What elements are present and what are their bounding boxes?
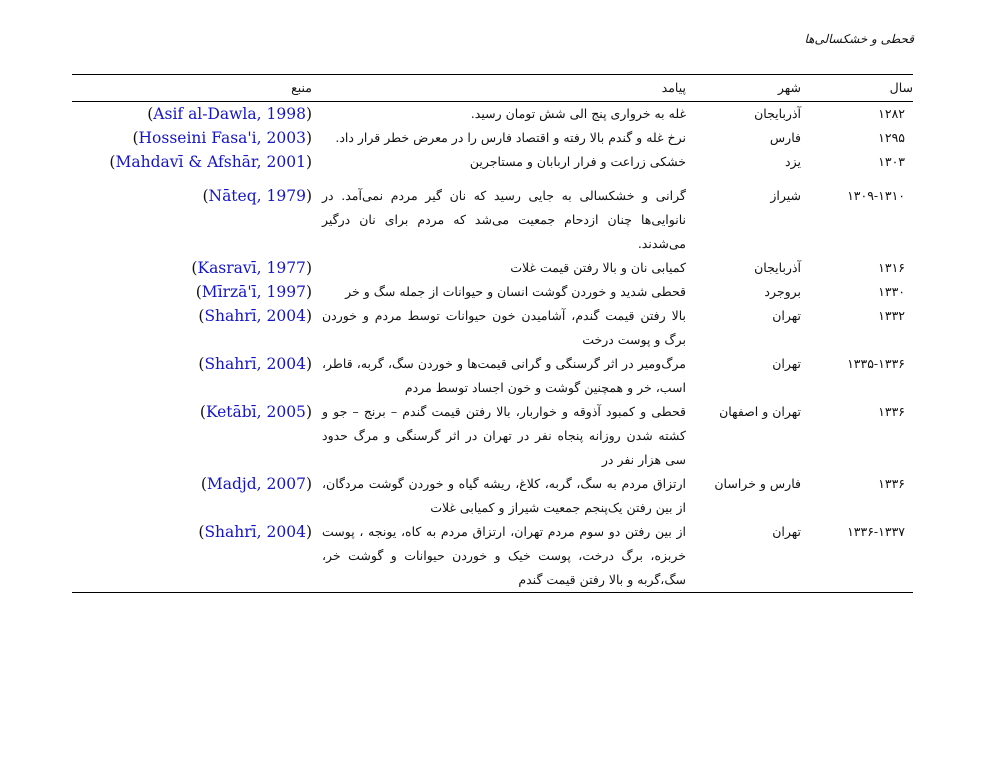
source-citation[interactable]: Kasravī, 1977 xyxy=(197,259,306,277)
table-row xyxy=(72,256,913,280)
cell-city: شیراز xyxy=(770,188,801,203)
source-citation[interactable]: Mahdavī & Afshār, 2001 xyxy=(115,153,306,171)
source-citation[interactable]: Shahrī, 2004 xyxy=(204,523,306,541)
cell-message: قحطی و کمبود آذوقه و خواربار، بالا رفتن قیمت گندم – برنج – جو و کشته شدن روزانه پنجاه نفر در تهران در اثر گرسنگی و مرگ حدود سی هزار نفر در xyxy=(322,404,686,467)
cell-city: فارس xyxy=(769,130,801,145)
cell-source[interactable]: (Shahrī, 2004) xyxy=(198,307,312,325)
cell-city: تهران xyxy=(772,524,801,539)
cell-year: ۱۲۸۲ xyxy=(878,106,905,121)
table-row xyxy=(72,184,913,256)
cell-year: ۱۳۳۶ xyxy=(878,476,905,491)
table-header-row xyxy=(72,75,913,102)
cell-message: از بین رفتن دو سوم مردم تهران، ارتزاق مردم به کاه، یونجه ، پوست خربزه، برگ درخت، پوست خیک و خوردن حیوانات و گوشت خر، سگ،گربه و بالا رفتن قیمت گندم xyxy=(322,524,686,587)
cell-year: ۱۳۱۶ xyxy=(878,260,905,275)
column-header-city: شهر xyxy=(777,80,801,95)
source-citation[interactable]: Asif al-Dawla, 1998 xyxy=(153,105,306,123)
cell-message: مرگ‌ومیر در اثر گرسنگی و گرانی قیمت‌ها و خوردن سگ، گربه، قاطر، اسب، خر و همچنین گوشت و خون اجساد توسط مردم xyxy=(322,356,686,395)
source-citation[interactable]: Nāteq, 1979 xyxy=(208,187,306,205)
cell-message: بالا رفتن قیمت گندم، آشامیدن خون حیوانات توسط مردم و خوردن برگ و پوست درخت xyxy=(322,308,686,347)
cell-year: ۱۳۰۹-۱۳۱۰ xyxy=(847,188,905,203)
cell-city: تهران xyxy=(772,356,801,371)
table-row xyxy=(72,400,913,472)
source-citation[interactable]: Shahrī, 2004 xyxy=(204,307,306,325)
cell-year: ۱۳۰۳ xyxy=(878,154,905,169)
cell-message: گرانی و خشکسالی به جایی رسید که نان گیر مردم نمی‌آمد. در نانوایی‌ها چنان ازدحام جمعیت می‌شد که مردم برای نان درگیر می‌شدند. xyxy=(322,188,686,251)
table-row xyxy=(72,304,913,352)
cell-source[interactable]: (Hosseini Fasa'i, 2003) xyxy=(132,129,312,147)
table-row xyxy=(72,126,913,150)
cell-source[interactable]: (Shahrī, 2004) xyxy=(198,523,312,541)
cell-source[interactable]: (Kasravī, 1977) xyxy=(191,259,312,277)
cell-message: نرخ غله و گندم بالا رفته و اقتصاد فارس را در معرض خطر قرار داد. xyxy=(335,130,686,145)
cell-year: ۱۳۳۵-۱۳۳۶ xyxy=(847,356,905,371)
cell-year: ۱۳۳۶ xyxy=(878,404,905,419)
source-citation[interactable]: Mīrzā'ī, 1997 xyxy=(201,283,306,301)
famine-table-container xyxy=(72,74,913,593)
row-spacer xyxy=(72,174,913,184)
cell-year: ۱۳۳۲ xyxy=(878,308,905,323)
column-header-message: پیامد xyxy=(661,80,686,95)
cell-year: ۱۳۳۰ xyxy=(878,284,905,299)
table-row xyxy=(72,352,913,400)
cell-message: ارتزاق مردم به سگ، گربه، کلاغ، ریشه گیاه و خوردن گوشت مردگان، از بین رفتن یک‌پنجم جمعیت شیراز و کمیابی غلات xyxy=(322,476,686,515)
cell-message: غله به خرواری پنج الی شش تومان رسید. xyxy=(470,106,686,121)
famine-table xyxy=(72,74,913,593)
cell-message: خشکی زراعت و فرار اربابان و مستاجرین xyxy=(469,154,686,169)
column-header-source: منبع xyxy=(291,80,312,95)
cell-message: قحطی شدید و خوردن گوشت انسان و حیوانات از جمله سگ و خر xyxy=(345,284,686,299)
column-header-year: سال xyxy=(889,80,913,95)
cell-year: ۱۲۹۵ xyxy=(878,130,905,145)
source-citation[interactable]: Shahrī, 2004 xyxy=(204,355,306,373)
table-row xyxy=(72,150,913,174)
cell-source[interactable]: (Nāteq, 1979) xyxy=(202,187,312,205)
table-row xyxy=(72,280,913,304)
cell-city: تهران و اصفهان xyxy=(719,404,801,419)
running-header: قحطی و خشکسالی‌ها xyxy=(804,32,914,46)
cell-source[interactable]: (Mīrzā'ī, 1997) xyxy=(195,283,312,301)
cell-city: آذربایجان xyxy=(754,106,801,121)
cell-city: بروجرد xyxy=(764,284,801,299)
source-citation[interactable]: Ketābī, 2005 xyxy=(205,403,306,421)
cell-message: کمیابی نان و بالا رفتن قیمت غلات xyxy=(510,260,686,275)
table-row xyxy=(72,102,913,127)
cell-source[interactable]: (Shahrī, 2004) xyxy=(198,355,312,373)
source-citation[interactable]: Hosseini Fasa'i, 2003 xyxy=(138,129,306,147)
cell-city: یزد xyxy=(785,154,801,169)
table-row xyxy=(72,472,913,520)
cell-source[interactable]: (Asif al-Dawla, 1998) xyxy=(147,105,312,123)
cell-city: آذربایجان xyxy=(754,260,801,275)
source-citation[interactable]: Madjd, 2007 xyxy=(206,475,306,493)
cell-source[interactable]: (Ketābī, 2005) xyxy=(199,403,312,421)
cell-source[interactable]: (Madjd, 2007) xyxy=(200,475,312,493)
cell-city: فارس و خراسان xyxy=(714,476,801,491)
cell-source[interactable]: (Mahdavī & Afshār, 2001) xyxy=(109,153,312,171)
cell-city: تهران xyxy=(772,308,801,323)
table-row xyxy=(72,520,913,593)
cell-year: ۱۳۳۶-۱۳۳۷ xyxy=(847,524,905,539)
